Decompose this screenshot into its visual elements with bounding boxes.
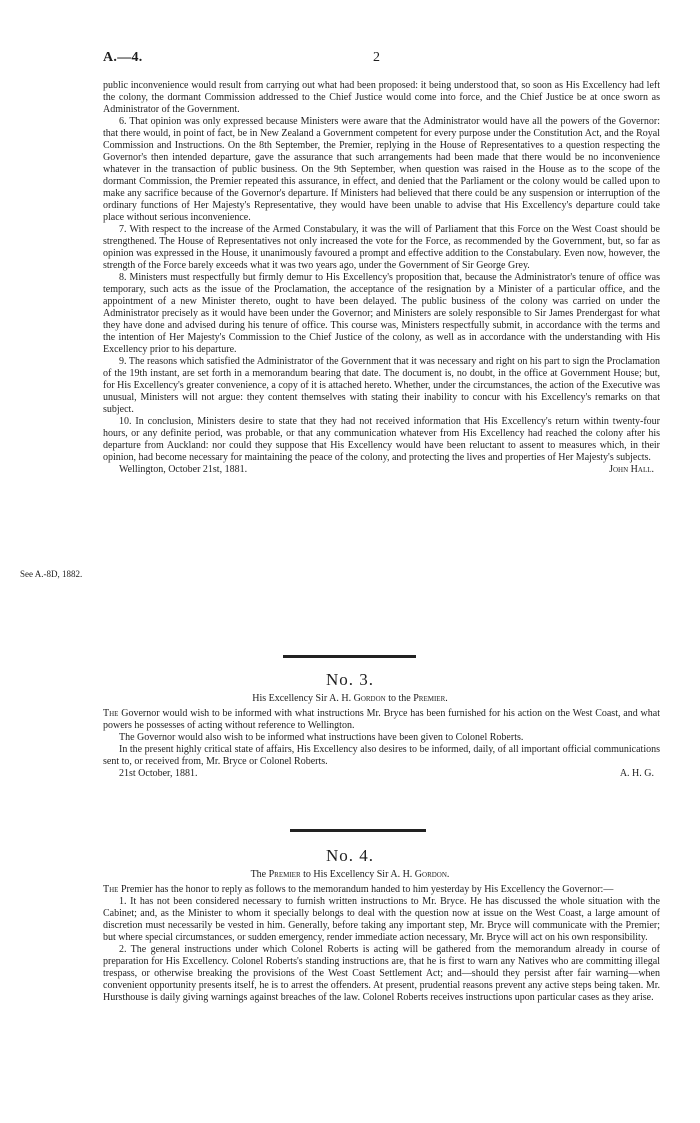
- memorandum-continuation: [103, 80, 660, 476]
- no3-date: 21st October, 1881.: [119, 768, 198, 779]
- subtitle-name: Gordon.: [414, 869, 450, 880]
- no4-intro: [103, 884, 660, 896]
- section-number: No. 3.: [325, 670, 375, 689]
- no4-paragraph-1: 1. It has not been considered necessary to furnish written instructions to Mr. Bryce. He has discussed the whole situation with the Cabinet; and, as the Minister to whom it specially belongs to deal with the question now at issue on the West Coast, a large amount of discretion must necessarily be vested in him. Generally, before taking any important step, Mr. Bryce will communicate with the Premier; but where special circumstances, or sudden emergency, render immediate action necessary, Mr. Bryce will act on his own responsibility.: [103, 896, 660, 943]
- section-divider: [290, 829, 426, 832]
- paragraph-text: Premier has the honor to reply as follows to the memorandum handed to him yesterday by His Excellency the Governor:—: [118, 884, 614, 895]
- subtitle-sender: Premier: [268, 869, 301, 880]
- first-word: The: [103, 708, 119, 719]
- section-subtitle: [0, 869, 700, 880]
- paragraph-text: Governor would wish to be informed with what instructions Mr. Bryce has been furnished for his action on the West Coast, and what powers he possesses of acting without reference to Wellington.: [103, 708, 660, 731]
- subtitle-recipient: Premier.: [413, 693, 448, 704]
- paragraph-9: 9. The reasons which satisfied the Administrator of the Government that it was necessary and right on his part to sign the Proclamation of the 19th instant, are set forth in a memorandum bearing that date. The document is, no doubt, in the office at Government House; but, for His Excellency's greater convenience, a copy of it is attached hereto. Whether, under the circumstances, the action of the Executive was unusual, Ministers will not argue: they content themselves with stating their inability to concur with his Excellency's remarks on that subject.: [103, 356, 660, 415]
- no3-initials: A. H. G.: [619, 768, 654, 779]
- section-divider: [283, 655, 416, 658]
- no3-paragraph-2: The Governor would also wish to be informed what instructions have been given to Colonel Roberts.: [119, 732, 524, 743]
- document-reference: A.—4.: [103, 50, 143, 65]
- subtitle-text: to the: [385, 693, 414, 704]
- section-heading-no3: [0, 670, 700, 704]
- no3-paragraph-1: [103, 708, 660, 732]
- page-number: 2: [373, 50, 380, 65]
- place-date: Wellington, October 21st, 1881.: [119, 464, 248, 475]
- first-word: The: [103, 884, 119, 895]
- signature: John Hall.: [609, 464, 654, 475]
- paragraph-7: 7. With respect to the increase of the Armed Constabulary, it was the will of Parliament that this Force on the West Coast should be strengthened. The House of Representatives not only increased the vote for the Force, as recommended by the Government, but, so far as opinion was expressed in the House, it unanimously favoured a prompt and effective addition to the Constabulary. Even now, however, the strength of the Force barely exceeds what it was two years ago, under the Government of Sir George Grey.: [103, 224, 660, 271]
- subtitle-name: Gordon: [353, 693, 386, 704]
- subtitle-text: to His Excellency Sir A. H.: [300, 869, 415, 880]
- paragraph-10: 10. In conclusion, Ministers desire to state that they had not received information that His Excellency's return within twenty-four hours, or any definite period, was probable, or that any communication whatever from His Excellency had reached the colony after his departure from Auckland: nor could they suppose that His Excellency would have been reluctant to assent to measures which, in their opinion, had become necessary for maintaining the peace of the colony, and protecting the lives and properties of Her Majesty's subjects.: [103, 416, 660, 463]
- section-heading-no4: [0, 846, 700, 880]
- no4-paragraph-2: 2. The general instructions under which Colonel Roberts is acting will be gathered from the memorandum already in course of preparation for His Excellency. Colonel Roberts's standing instructions are, that he is first to warn any Natives who are committing illegal trespass, or otherwise breaking the provisions of the West Coast Settlement Act; and—should they persist after fair warning—when convenient opportunity presents itself, he is to arrest the offenders. At present, prudential reasons prevent any active steps being taken. Mr. Hursthouse is daily giving warnings against breaches of the law. Colonel Roberts receives instructions upon particular cases as they arise.: [103, 944, 660, 1003]
- subtitle-text: The: [250, 869, 269, 880]
- no3-signature-line: [103, 768, 660, 780]
- paragraph-6: 6. That opinion was only expressed because Ministers were aware that the Administrator would have all the powers of the Governor: that there would, in point of fact, be in New Zealand a Government competent for every purpose under the Constitution Act, and the Royal Commission and Instructions. On the 8th September, the Premier, replying in the House of Representatives to a question respecting the Governor's then intended departure, gave the assurance that such arrangements had been made that there would be no inconvenience whatever in the transaction of public business. On the 9th September, when question was raised in the House as to the scope of the dormant Commission, the Premier repeated this assurance, in effect, and denied that the Parliament or the colony would be called upon to make any sacrifice because of the Governor's departure. If Ministers had believed that there could be any suspension or interruption of the ordinary functions of Her Majesty's Representative, they would have been unable to advise that His Excellency's departure could take place without serious inconvenience.: [103, 116, 660, 223]
- signature-line: [103, 464, 660, 476]
- page-header: [103, 50, 603, 70]
- subtitle-text: His Excellency Sir A. H.: [252, 693, 354, 704]
- section-number: No. 4.: [325, 846, 375, 865]
- margin-note: See A.-8D, 1882.: [20, 569, 83, 579]
- no3-paragraph-3: In the present highly critical state of affairs, His Excellency also desires to be informed, daily, of all important official communications sent to, or received from, Mr. Bryce or Colonel Roberts.: [103, 744, 660, 767]
- memo-no3-body: [103, 708, 660, 780]
- paragraph-8: 8. Ministers must respectfully but firmly demur to His Excellency's proposition that, because the Administrator's tenure of office was temporary, such acts as the issue of the Proclamation, the acceptance of the resignation by a Minister of a particular office, and the appointment of a new Minister thereto, ought to have been delayed. The public business of the colony was carried on under the Administrator precisely as it would have been under the Governor; and Ministers are solely responsible to Sir James Prendergast for what they have done and advised during his tenure of office. This course was, Ministers respectfully submit, in accordance with the terms and the intention of Her Majesty's Commission to the Chief Justice of the colony, as well as in accordance with the understanding with His Excellency prior to his departure.: [103, 272, 660, 355]
- opening-paragraph: public inconvenience would result from carrying out what had been proposed: it being understood that, so soon as His Excellency had left the colony, the dormant Commission addressed to the Chief Justice would come into force, and the Chief Justice be at once sworn as Administrator of the Government.: [103, 80, 660, 115]
- section-subtitle: [0, 693, 700, 704]
- memo-no4-body: [103, 884, 660, 1004]
